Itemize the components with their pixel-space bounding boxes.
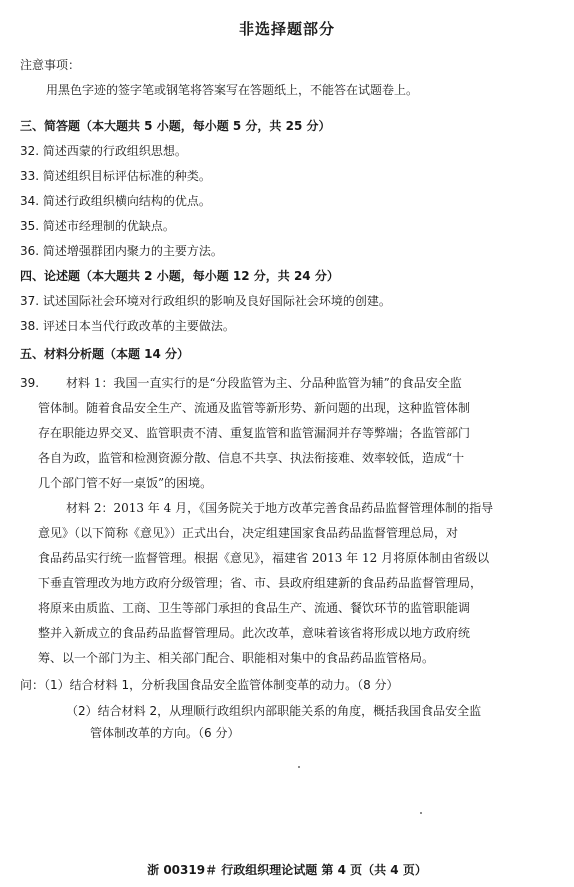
material-line: 整并入新成立的食品药品监督管理局。此次改革，意味着该省将形成以地方政府统 [38,626,471,640]
question-38: 38. 评述日本当代行政改革的主要做法。 [20,319,235,333]
question-36: 36. 简述增强群团内聚力的主要方法。 [20,244,223,258]
section-heading-essay: 四、论述题（本大题共 2 小题，每小题 12 分，共 24 分） [20,269,339,283]
material-line: 材料 1：我国一直实行的是“分段监管为主、分品种监管为辅”的食品安全监 [66,376,462,390]
question-39-number: 39. [20,376,40,390]
page-title: 非选择题部分 [238,20,335,38]
material-line: 将原来由质监、工商、卫生等部门承担的食品生产、流通、餐饮环节的监管职能调 [38,601,471,615]
notice-text: 用黑色字迹的签字笔或钢笔将答案写在答题纸上，不能答在试题卷上。 [46,83,419,97]
question-33: 33. 简述组织目标评估标准的种类。 [20,169,211,183]
question-32: 32. 简述西蒙的行政组织思想。 [20,144,187,158]
material-line: 几个部门管不好一桌饭”的困境。 [38,476,213,490]
material-line: 存在职能边界交叉、监管职责不清、重复监管和监管漏洞并存等弊端；各监管部门 [38,426,471,440]
question-37: 37. 试述国际社会环境对行政组织的影响及良好国际社会环境的创建。 [20,294,391,308]
material-line: 管体制。随着食品安全生产、流通及监管等新形势、新问题的出现，这种监管体制 [38,401,471,415]
material-line: 各自为政，监管和检测资源分散、信息不共享、执法衔接难、效率较低，造成“十 [38,451,465,465]
sub-question-2: （2）结合材料 2，从理顺行政组织内部职能关系的角度，概括我国食品安全监 [66,704,482,718]
material-line: 食品药品实行统一监督管理。根据《意见》，福建省 2013 年 12 月将原体制由省级以 [38,551,490,565]
section-heading-material-analysis: 五、材料分析题（本题 14 分） [20,347,190,361]
scan-speck [298,766,300,768]
sub-question-2-continued: 管体制改革的方向。（6 分） [90,726,240,740]
material-line: 筹、以一个部门为主、相关部门配合、职能相对集中的食品药品监管格局。 [38,651,435,665]
material-line: 下垂直管理改为地方政府分级管理；省、市、县政府组建新的食品药品监督管理局， [38,576,483,590]
section-heading-short-answer: 三、简答题（本大题共 5 小题，每小题 5 分，共 25 分） [20,119,331,133]
notice-label: 注意事项： [20,58,81,72]
question-34: 34. 简述行政组织横向结构的优点。 [20,194,211,208]
page-footer: 浙 00319＃ 行政组织理论试题 第 4 页（共 4 页） [147,863,427,877]
scan-speck [420,812,422,814]
question-35: 35. 简述市经理制的优缺点。 [20,219,175,233]
material-line: 意见》（以下简称《意见》）正式出台，决定组建国家食品药品监督管理总局，对 [38,526,459,540]
material-line: 材料 2：2013 年 4 月，《国务院关于地方改革完善食品药品监督管理体制的指导 [66,501,494,515]
sub-question-1: 问：（1）结合材料 1，分析我国食品安全监管体制变革的动力。（8 分） [20,678,399,692]
